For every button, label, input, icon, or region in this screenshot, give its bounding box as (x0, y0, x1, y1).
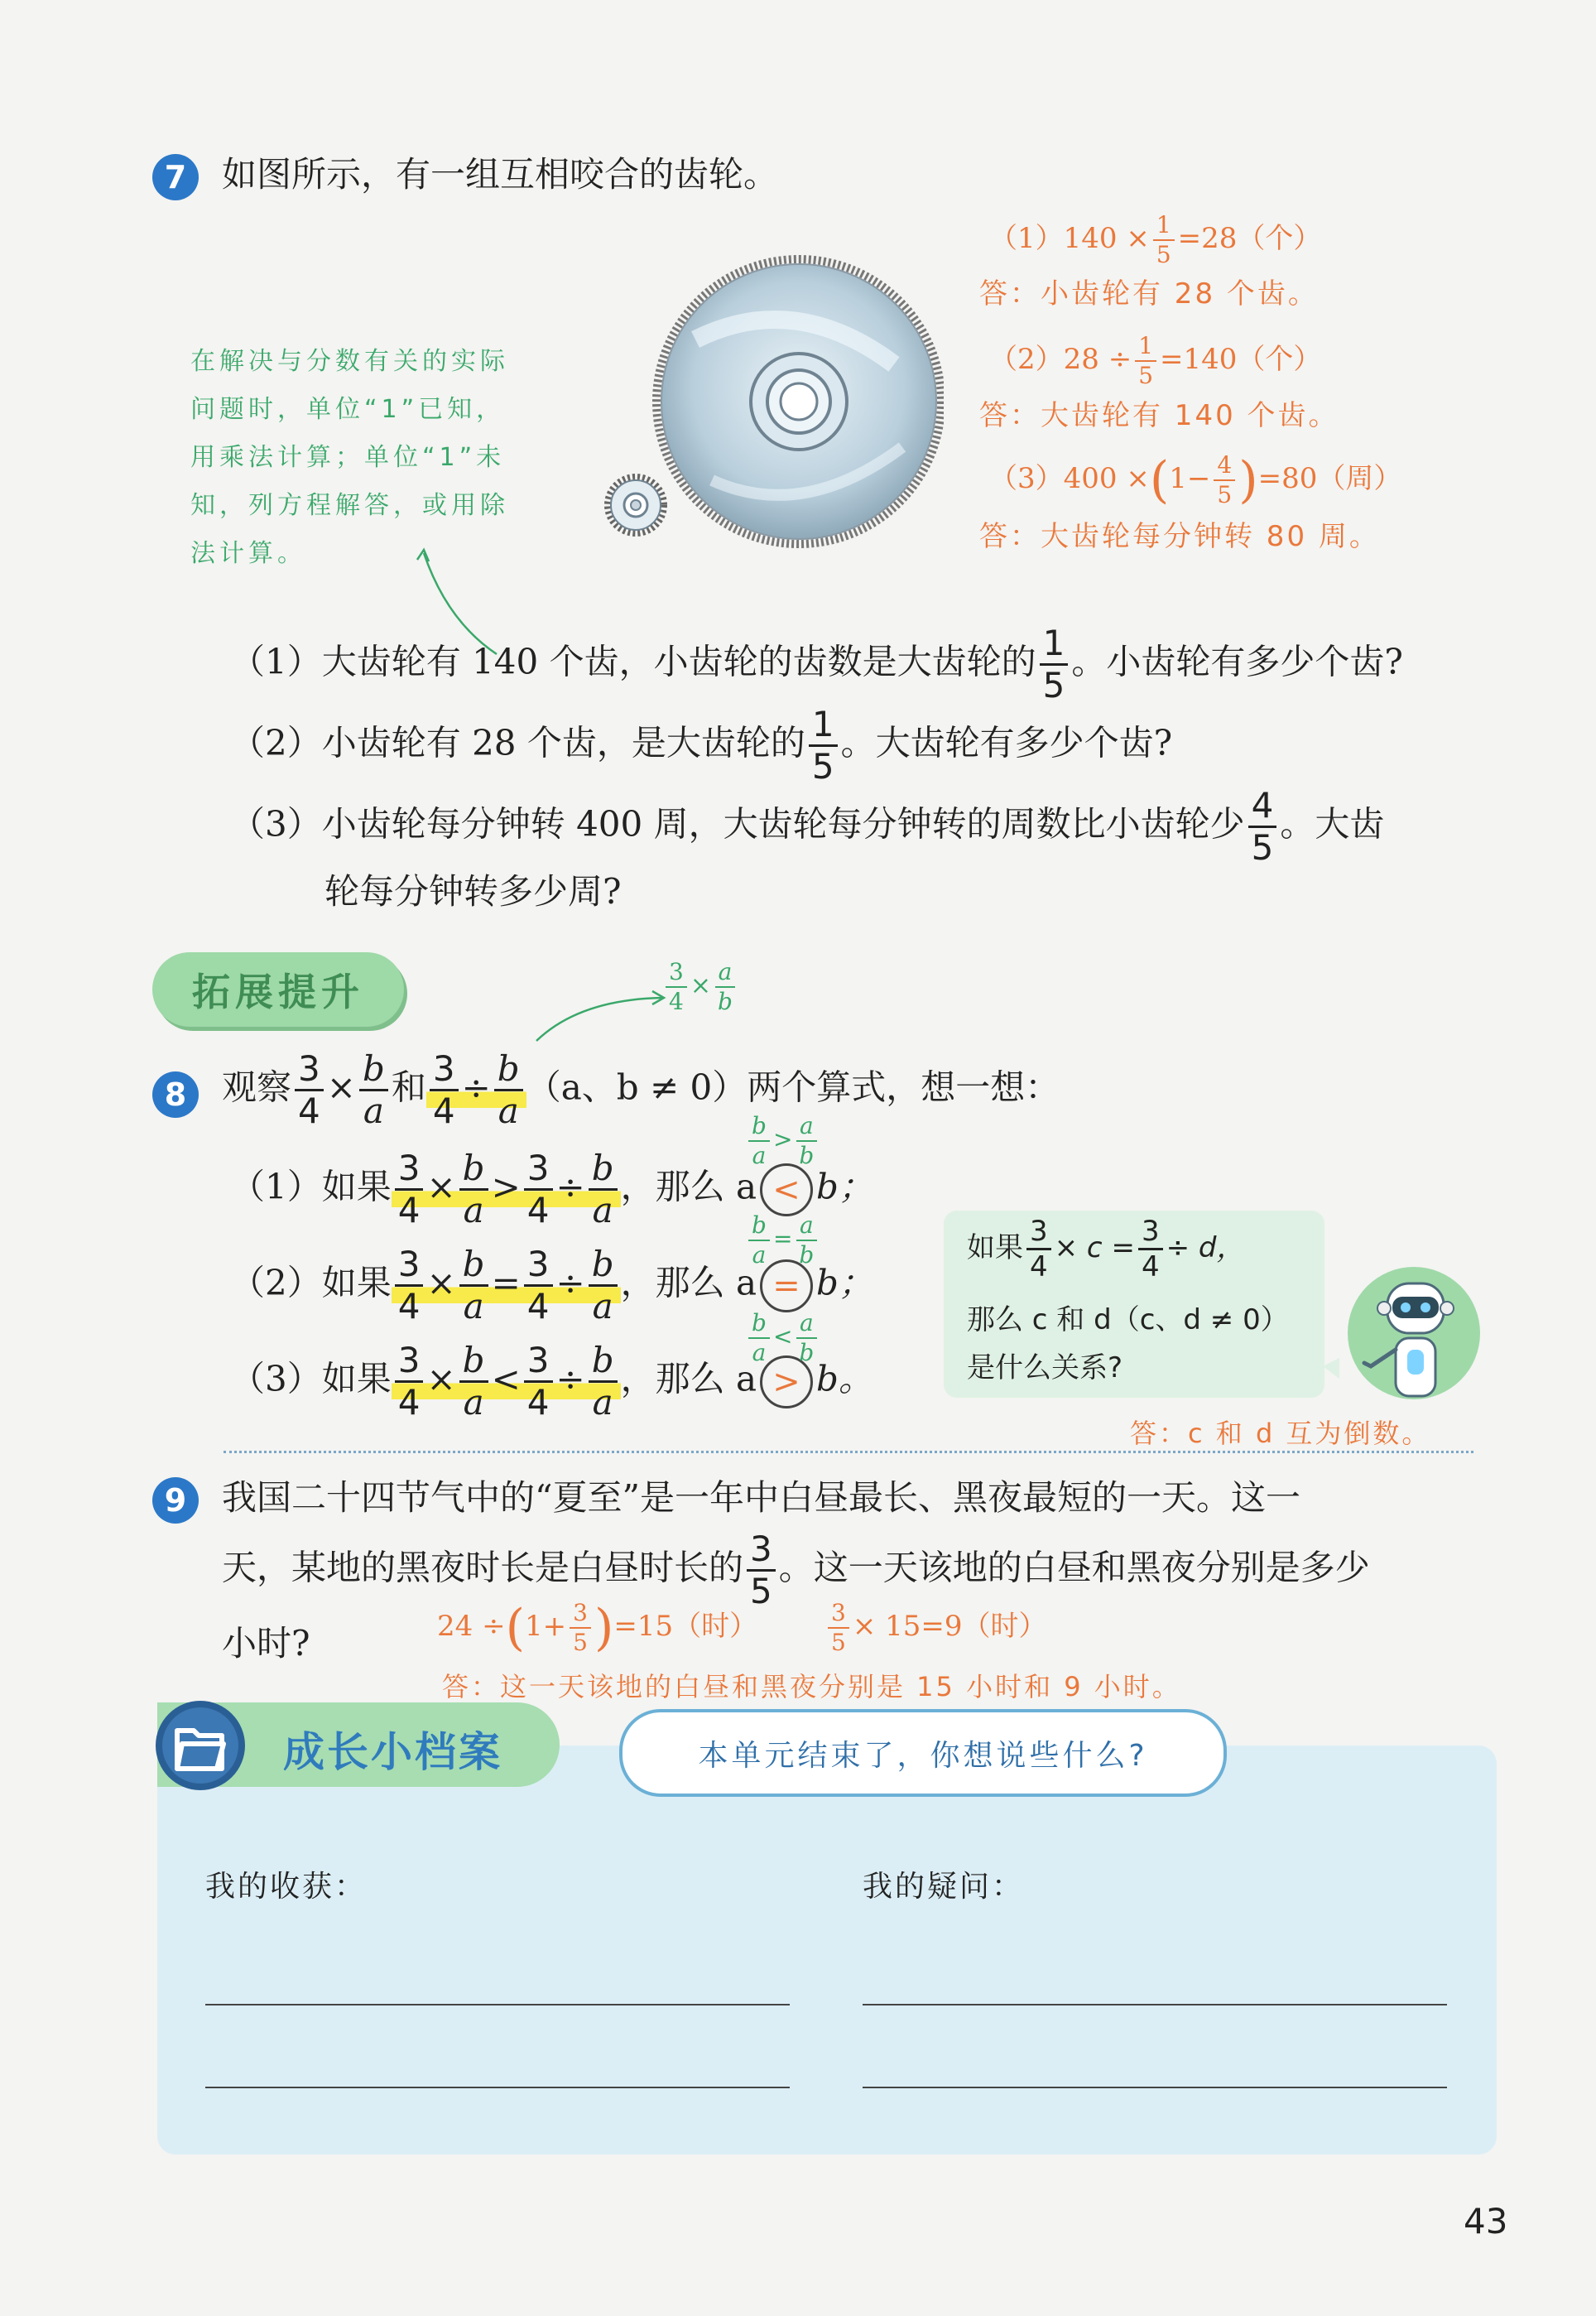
gear-illustration (596, 240, 944, 588)
answer-7-3-calc: （3）400 ×(1− $\frac{4}{5}$ )=80（周） (989, 451, 1402, 509)
growth-panel (157, 1745, 1497, 2155)
growth-title-banner: 成长小档案 (157, 1702, 560, 1787)
gain-line-2[interactable] (205, 2087, 790, 2088)
prompt-pill: 本单元结束了，你想说些什么? (619, 1709, 1227, 1797)
row-3-note: $\frac{b}{a}$ < $\frac{a}{b}$ (745, 1312, 820, 1365)
bubble-line-2: 那么 c 和 d（c、d ≠ 0） (967, 1303, 1289, 1336)
speech-bubble (944, 1211, 1324, 1398)
problem-9-badge: 9 (152, 1477, 199, 1524)
problem-8-row-3: （3）如果 $\frac{3}{4}$ × $\frac{b}{a}$ < $\frac{3}{4}$ ÷ $\frac{b}{a}$ ，那么 a > b。 (230, 1340, 873, 1423)
problem-8-row-1: （1）如果 $\frac{3}{4}$ × $\frac{b}{a}$ > $\frac{3}{4}$ ÷ $\frac{b}{a}$ ，那么 a < b； (230, 1148, 873, 1230)
answer-7-3-text: 答：大齿轮每分钟转 80 周。 (979, 520, 1380, 553)
method-note: 在解决与分数有关的实际 问题时，单位“1”已知， 用乘法计算；单位“1”未 知，列方程解答，或用除 法计算。 (190, 347, 509, 568)
question-7-1: （1）大齿轮有 140 个齿，小齿轮的齿数是大齿轮的 $\frac{1}{5}$ 。小齿轮有多少个齿? (230, 623, 1403, 705)
answer-7-1-calc: （1）140 × $\frac{1}{5}$ =28（个） (989, 211, 1322, 268)
row-1-note: $\frac{b}{a}$ > $\frac{a}{b}$ (745, 1115, 820, 1168)
bubble-answer: 答：c 和 d 互为倒数。 (1130, 1418, 1431, 1449)
answer-9-text: 答：这一天该地的白昼和黑夜分别是 15 小时和 9 小时。 (442, 1671, 1181, 1702)
problem-9-line-2: 天，某地的黑夜时长是白昼时长的 $\frac{3}{5}$ 。这一天该地的白昼和黑夜分别是多少 (222, 1529, 1370, 1611)
problem-7-stem: 如图所示，有一组互相咬合的齿轮。 (222, 154, 779, 195)
question-7-3-line2: 轮每分钟转多少周? (324, 871, 622, 912)
gain-line-1[interactable] (205, 2004, 790, 2005)
problem-8-stem: 观察 $\frac{3}{4}$ × $\frac{b}{a}$ 和 $\frac{3}{4}$ ÷ $\frac{b}{a}$ （a、b ≠ 0）两个算式，想一想： (222, 1048, 1060, 1131)
problem-8-badge: 8 (152, 1071, 199, 1118)
folder-icon (154, 1699, 247, 1792)
my-gain-label: 我的收获： (205, 1870, 368, 1904)
extension-banner: 拓展提升 (152, 952, 404, 1027)
answer-7-1-text: 答：小齿轮有 28 个齿。 (979, 277, 1319, 311)
answer-9-calc-2: $\frac{3}{5}$ × 15=9（时） (824, 1601, 1047, 1654)
section-divider (224, 1451, 1473, 1453)
problem-9-line-3: 小时? (222, 1623, 310, 1664)
answer-7-2-text: 答：大齿轮有 140 个齿。 (979, 399, 1339, 432)
answer-circle-2: = (760, 1259, 813, 1312)
problem-9-line-1: 我国二十四节气中的“夏至”是一年中白昼最长、黑夜最短的一天。这一 (222, 1477, 1300, 1518)
question-7-3: （3）小齿轮每分钟转 400 周，大齿轮每分钟转的周数比小齿轮少 $\frac{4}{5}$ 。大齿 (230, 785, 1385, 868)
question-7-2: （2）小齿轮有 28 个齿，是大齿轮的 $\frac{1}{5}$ 。大齿轮有多少个齿? (230, 704, 1173, 787)
row-2-note: $\frac{b}{a}$ = $\frac{a}{b}$ (745, 1214, 820, 1267)
answer-9-calc-1: 24 ÷(1+ $\frac{3}{5}$ )=15（时） (437, 1599, 758, 1657)
robot-icon (1323, 1267, 1480, 1408)
answer-circle-3: > (760, 1355, 813, 1408)
question-line-1[interactable] (863, 2004, 1447, 2005)
top-note-arrow-icon (530, 989, 671, 1047)
answer-circle-1: < (760, 1163, 813, 1216)
problem-7-badge: 7 (152, 154, 199, 200)
bubble-line-3: 是什么关系? (967, 1351, 1123, 1384)
question-line-2[interactable] (863, 2087, 1447, 2088)
problem-8-row-2: （2）如果 $\frac{3}{4}$ × $\frac{b}{a}$ = $\frac{3}{4}$ ÷ $\frac{b}{a}$ ，那么 a = b； (230, 1244, 873, 1327)
answer-7-2-calc: （2）28 ÷ $\frac{1}{5}$ =140（个） (989, 332, 1322, 389)
top-note-fraction: $\frac{3}{4}$ × $\frac{a}{b}$ (662, 961, 739, 1014)
bubble-line-1: 如果 $\frac{3}{4}$ × c = $\frac{3}{4}$ ÷ d， (967, 1215, 1245, 1283)
page-number: 43 (1464, 2201, 1508, 2241)
my-question-label: 我的疑问： (863, 1870, 1025, 1904)
